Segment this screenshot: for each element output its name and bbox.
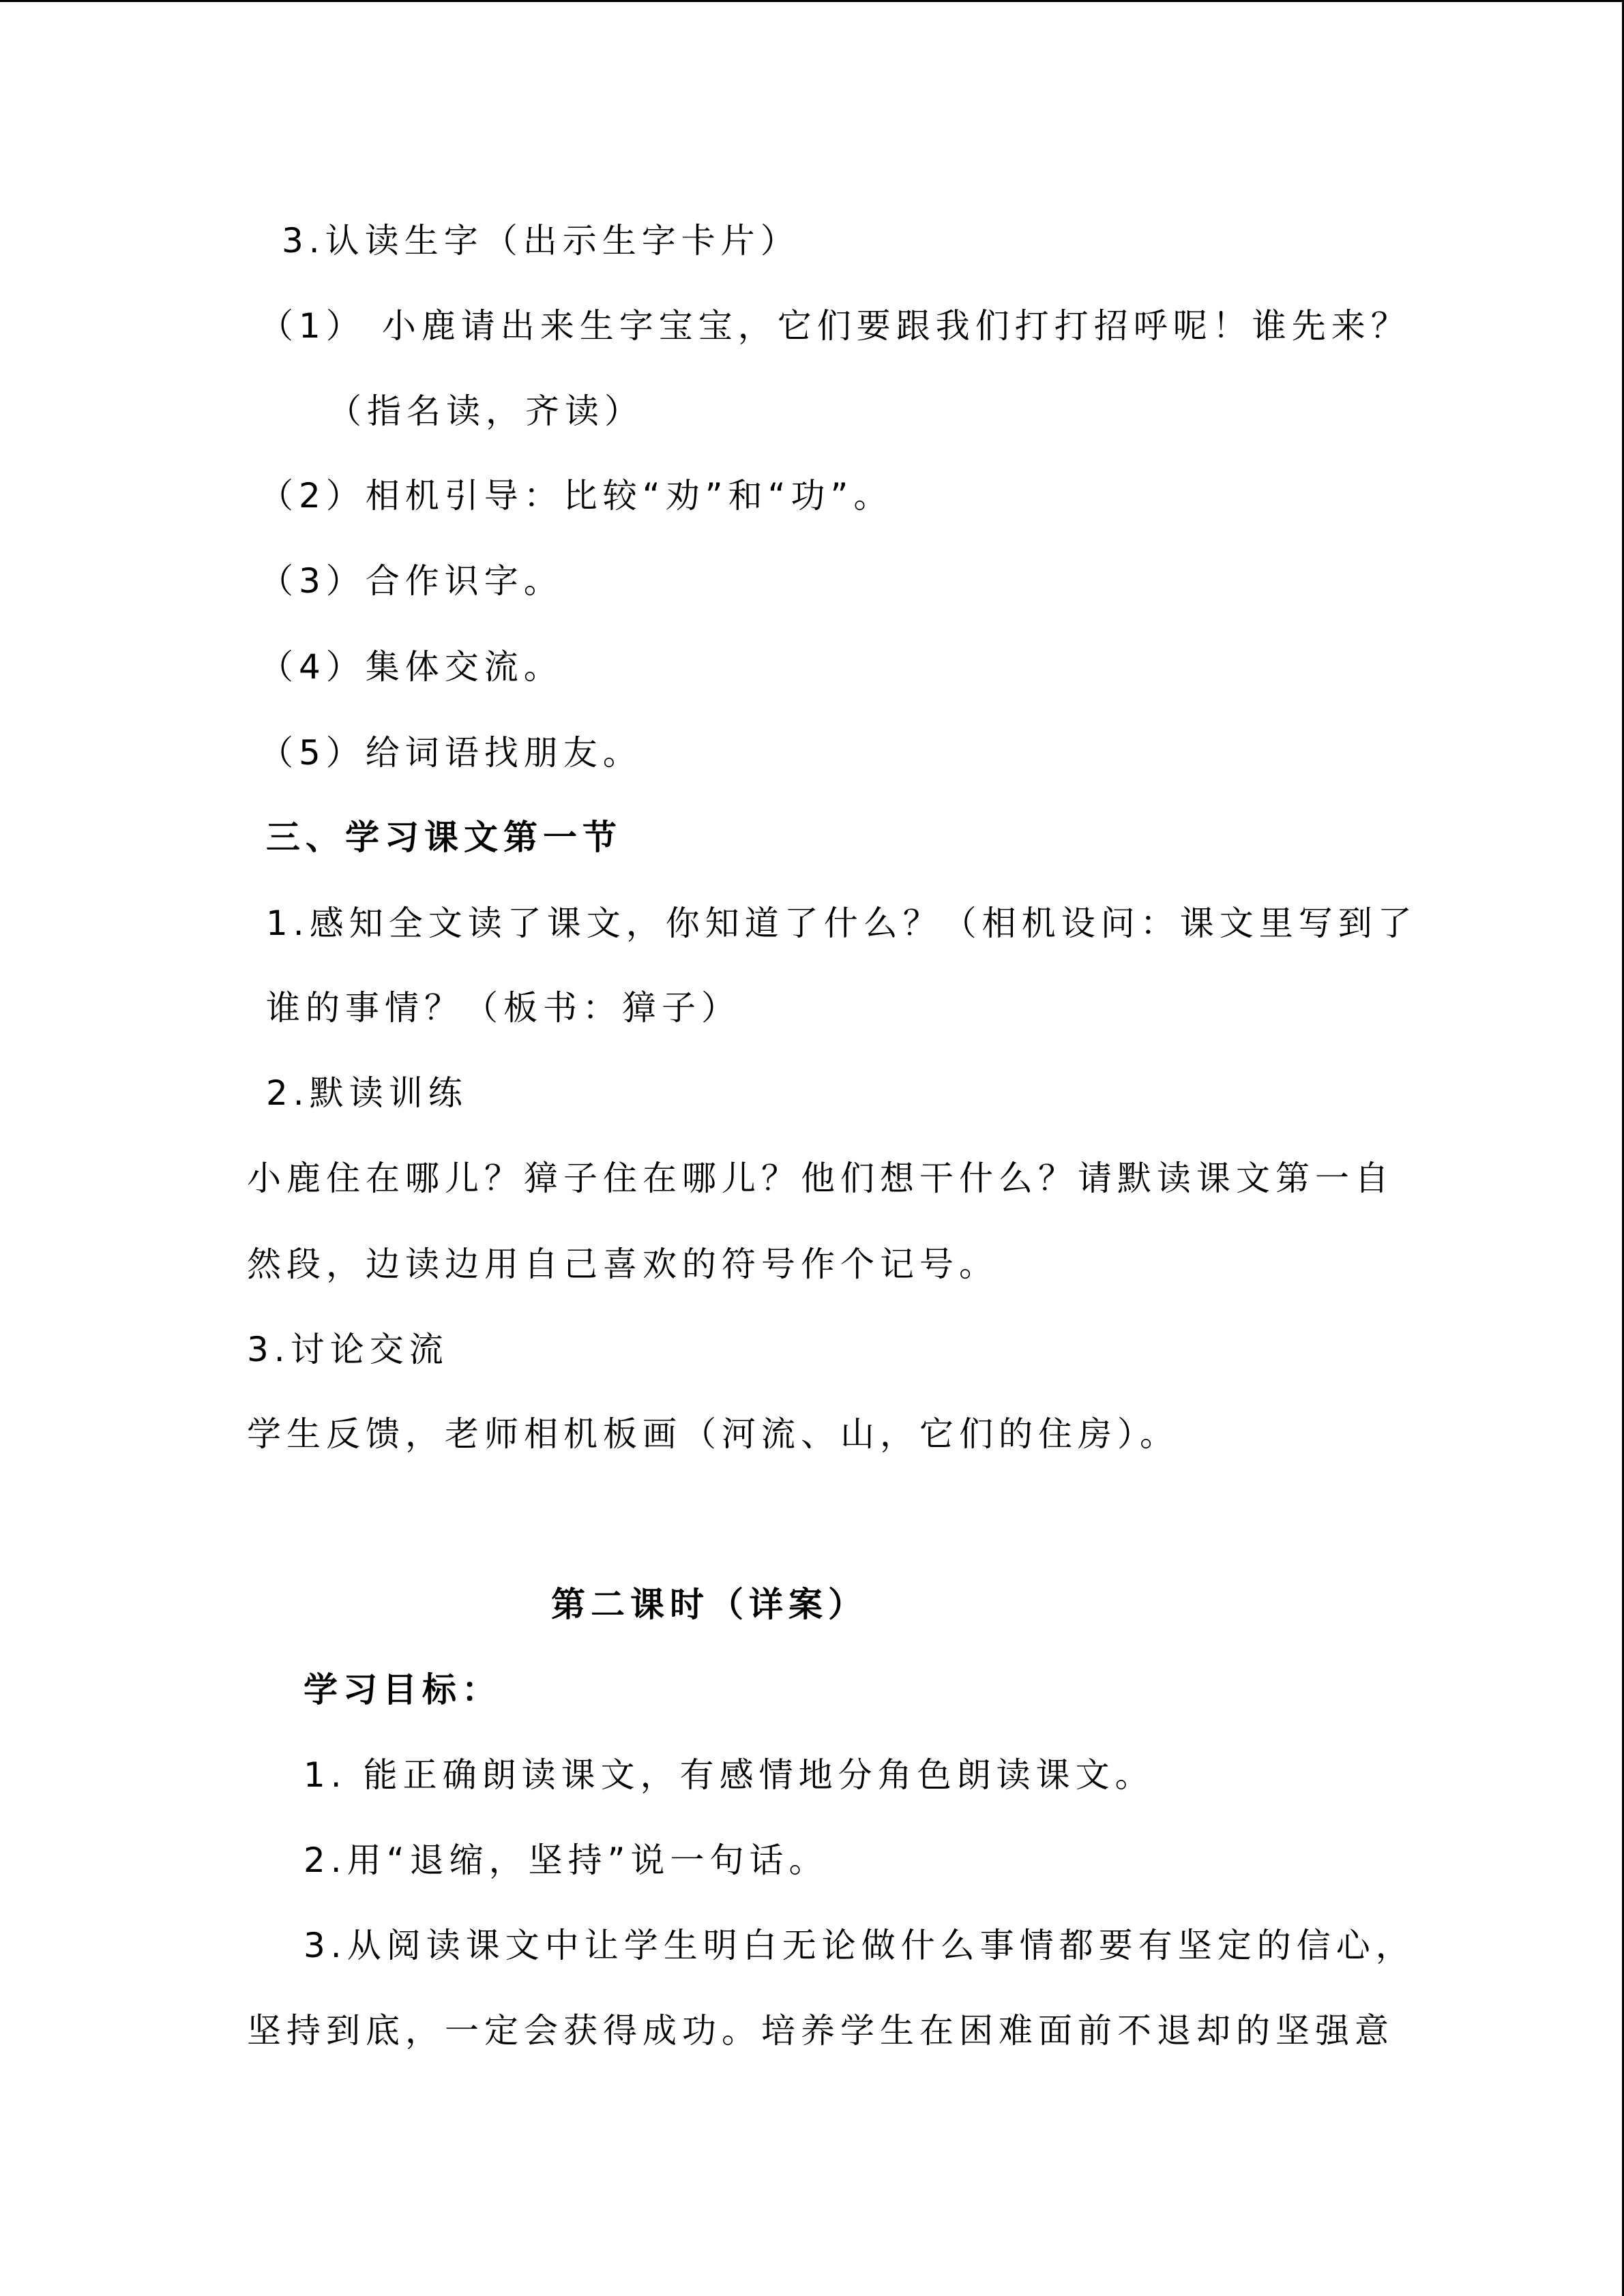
text-line: 2.默读训练 — [266, 1073, 468, 1113]
section-heading: 学习目标： — [304, 1670, 501, 1710]
text-line: 坚持到底，一定会获得成功。培养学生在困难面前不退却的坚强意 — [247, 2011, 1394, 2051]
section-heading: 三、学习课文第一节 — [266, 818, 622, 857]
text-line: 1.感知全文读了课文，你知道了什么？（相机设问：课文里写到了 — [266, 904, 1417, 943]
text-line: 学生反馈，老师相机板画（河流、山，它们的住房）。 — [247, 1414, 1179, 1454]
text-line: （4）集体交流。 — [259, 647, 563, 687]
text-line: 谁的事情？（板书：獐子） — [266, 988, 741, 1028]
text-line: （1） 小鹿请出来生字宝宝，它们要跟我们打打招呼呢！谁先来？ — [259, 306, 1411, 346]
text-line: 2.用“退缩，坚持”说一句话。 — [304, 1840, 829, 1880]
text-line: 1. 能正确朗读课文，有感情地分角色朗读课文。 — [304, 1755, 1155, 1795]
text-line: 小鹿住在哪儿？獐子住在哪儿？他们想干什么？请默读课文第一自 — [247, 1159, 1394, 1198]
text-line: 3.认读生字（出示生字卡片） — [282, 221, 800, 260]
lesson-title: 第二课时（详案） — [551, 1585, 868, 1624]
text-line: 然段，边读边用自己喜欢的符号作个记号。 — [247, 1244, 999, 1284]
text-line: （3）合作识字。 — [259, 561, 563, 601]
text-line: 3.从阅读课文中让学生明白无论做什么事情都要有坚定的信心， — [304, 1926, 1415, 1965]
text-line: （指名读，齐读） — [327, 391, 644, 431]
text-line: （5）给词语找朋友。 — [259, 733, 643, 773]
text-line: 3.讨论交流 — [247, 1330, 449, 1369]
text-line: （2）相机引导：比较“劝”和“功”。 — [259, 476, 894, 516]
